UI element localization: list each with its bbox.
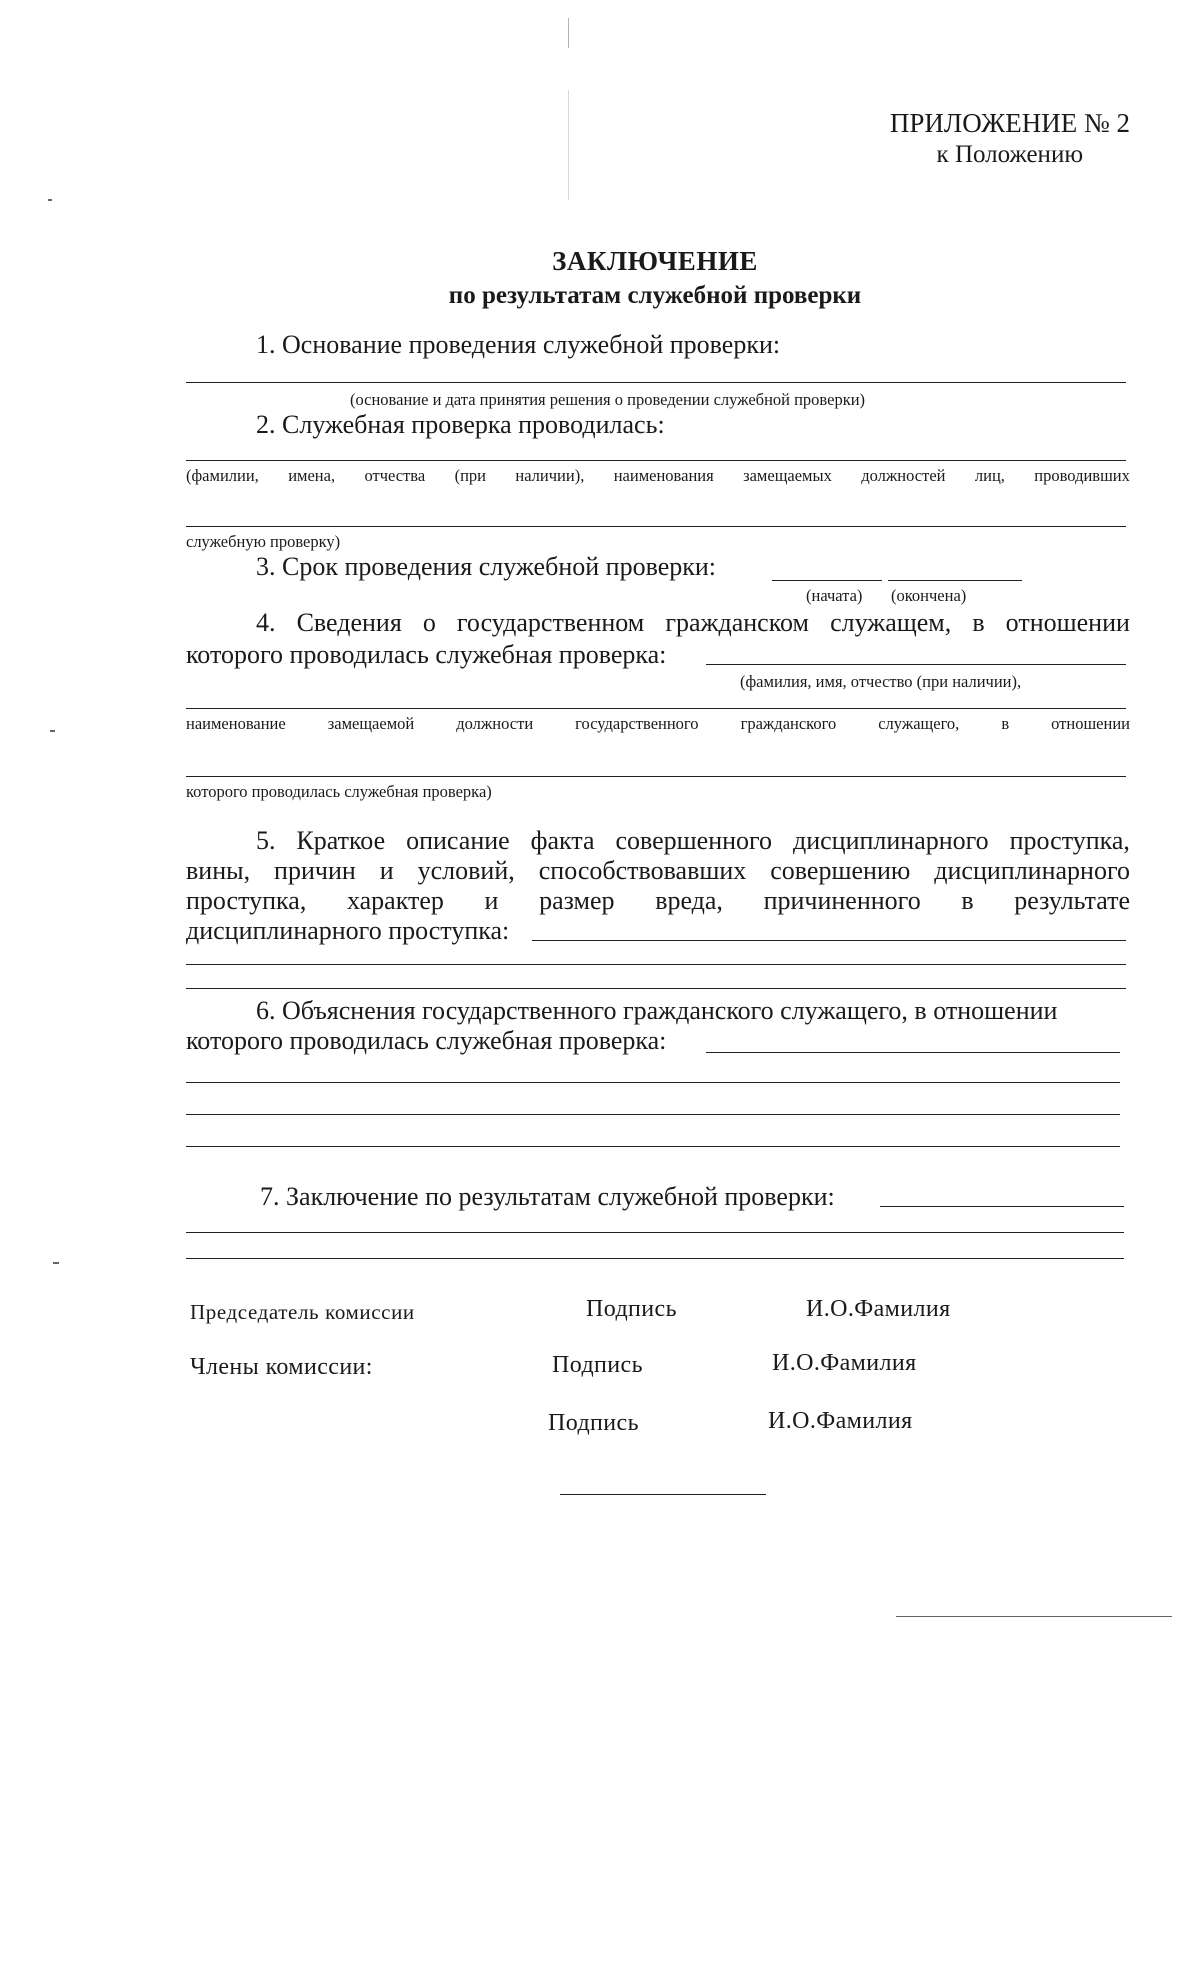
document-title: ЗАКЛЮЧЕНИЕ [552,246,758,276]
item3-end-date-line[interactable] [888,580,1022,581]
item4-line2: которого проводилась служебная проверка: [186,640,667,669]
item1-fill-line[interactable] [186,382,1126,383]
item2-caption-row: (фамилии, имена, отчества (при наличии), наименования замещаемых должностей лиц, проводивших [186,466,1130,485]
scan-artifact [568,18,569,48]
item2-fill-line-2[interactable] [186,526,1126,527]
item5-line4: дисциплинарного проступка: [186,916,510,945]
scan-artifact [48,199,52,201]
item5-fill-line[interactable] [532,940,1126,941]
footer-separator-line [896,1616,1172,1617]
item2-fill-line[interactable] [186,460,1126,461]
item1-caption: (основание и дата принятия решения о проведении служебной проверки) [350,390,866,409]
item4-caption1: (фамилия, имя, отчество (при наличии), [740,672,1022,691]
item3-caption-end: (окончена) [891,586,967,605]
member2-name[interactable]: И.О.Фамилия [768,1408,913,1434]
item3-label: 3. Срок проведения служебной проверки: [256,552,717,581]
item4-fill-line[interactable] [706,664,1126,665]
appendix-reference: к Положению [936,141,1083,168]
members-label: Члены комиссии: [190,1354,373,1380]
document-subtitle: по результатам служебной проверки [448,282,862,309]
item5-fill-line-2[interactable] [186,964,1126,965]
chairman-label: Председатель комиссии [190,1300,415,1324]
item4-fill-line-3[interactable] [186,776,1126,777]
scan-artifact [53,1262,59,1264]
item4-caption3: которого проводилась служебная проверка) [186,782,492,801]
item7-fill-line-3[interactable] [186,1258,1124,1259]
chairman-name[interactable]: И.О.Фамилия [806,1296,951,1322]
member2-signature[interactable]: Подпись [548,1410,639,1436]
item4-line1: 4. Сведения о государственном гражданском служащем, в отношении [256,608,1130,637]
end-separator-line [560,1494,766,1495]
item6-fill-line-4[interactable] [186,1146,1120,1147]
item5-line2: вины, причин и условий, способствовавших совершению дисциплинарного [186,856,1130,885]
member1-name[interactable]: И.О.Фамилия [772,1350,917,1376]
item7-label: 7. Заключение по результатам служебной проверки: [260,1182,835,1211]
chairman-signature[interactable]: Подпись [586,1296,677,1322]
item6-fill-line-2[interactable] [186,1082,1120,1083]
item2-label: 2. Служебная проверка проводилась: [256,410,665,439]
item7-fill-line[interactable] [880,1206,1124,1207]
item4-fill-line-2[interactable] [186,708,1126,709]
appendix-number: ПРИЛОЖЕНИЕ № 2 [889,108,1130,138]
item6-fill-line[interactable] [706,1052,1120,1053]
item3-start-date-line[interactable] [772,580,882,581]
item4-caption2-row: наименование замещаемой должности государственного гражданского служащего, в отношении [186,714,1130,733]
item6-fill-line-3[interactable] [186,1114,1120,1115]
item5-fill-line-3[interactable] [186,988,1126,989]
scan-artifact [50,730,55,732]
scan-artifact [568,90,569,200]
item5-line3: проступка, характер и размер вреда, причиненного в результате [186,886,1130,915]
item3-caption-start: (начата) [806,586,863,605]
item6-line1: 6. Объяснения государственного гражданского служащего, в отношении [256,996,1058,1025]
item1-label: 1. Основание проведения служебной проверки: [256,330,781,359]
item6-line2: которого проводилась служебная проверка: [186,1026,667,1055]
item2-caption-end: служебную проверку) [186,532,341,551]
member1-signature[interactable]: Подпись [552,1352,643,1378]
item5-line1: 5. Краткое описание факта совершенного дисциплинарного проступка, [256,826,1130,855]
item7-fill-line-2[interactable] [186,1232,1124,1233]
